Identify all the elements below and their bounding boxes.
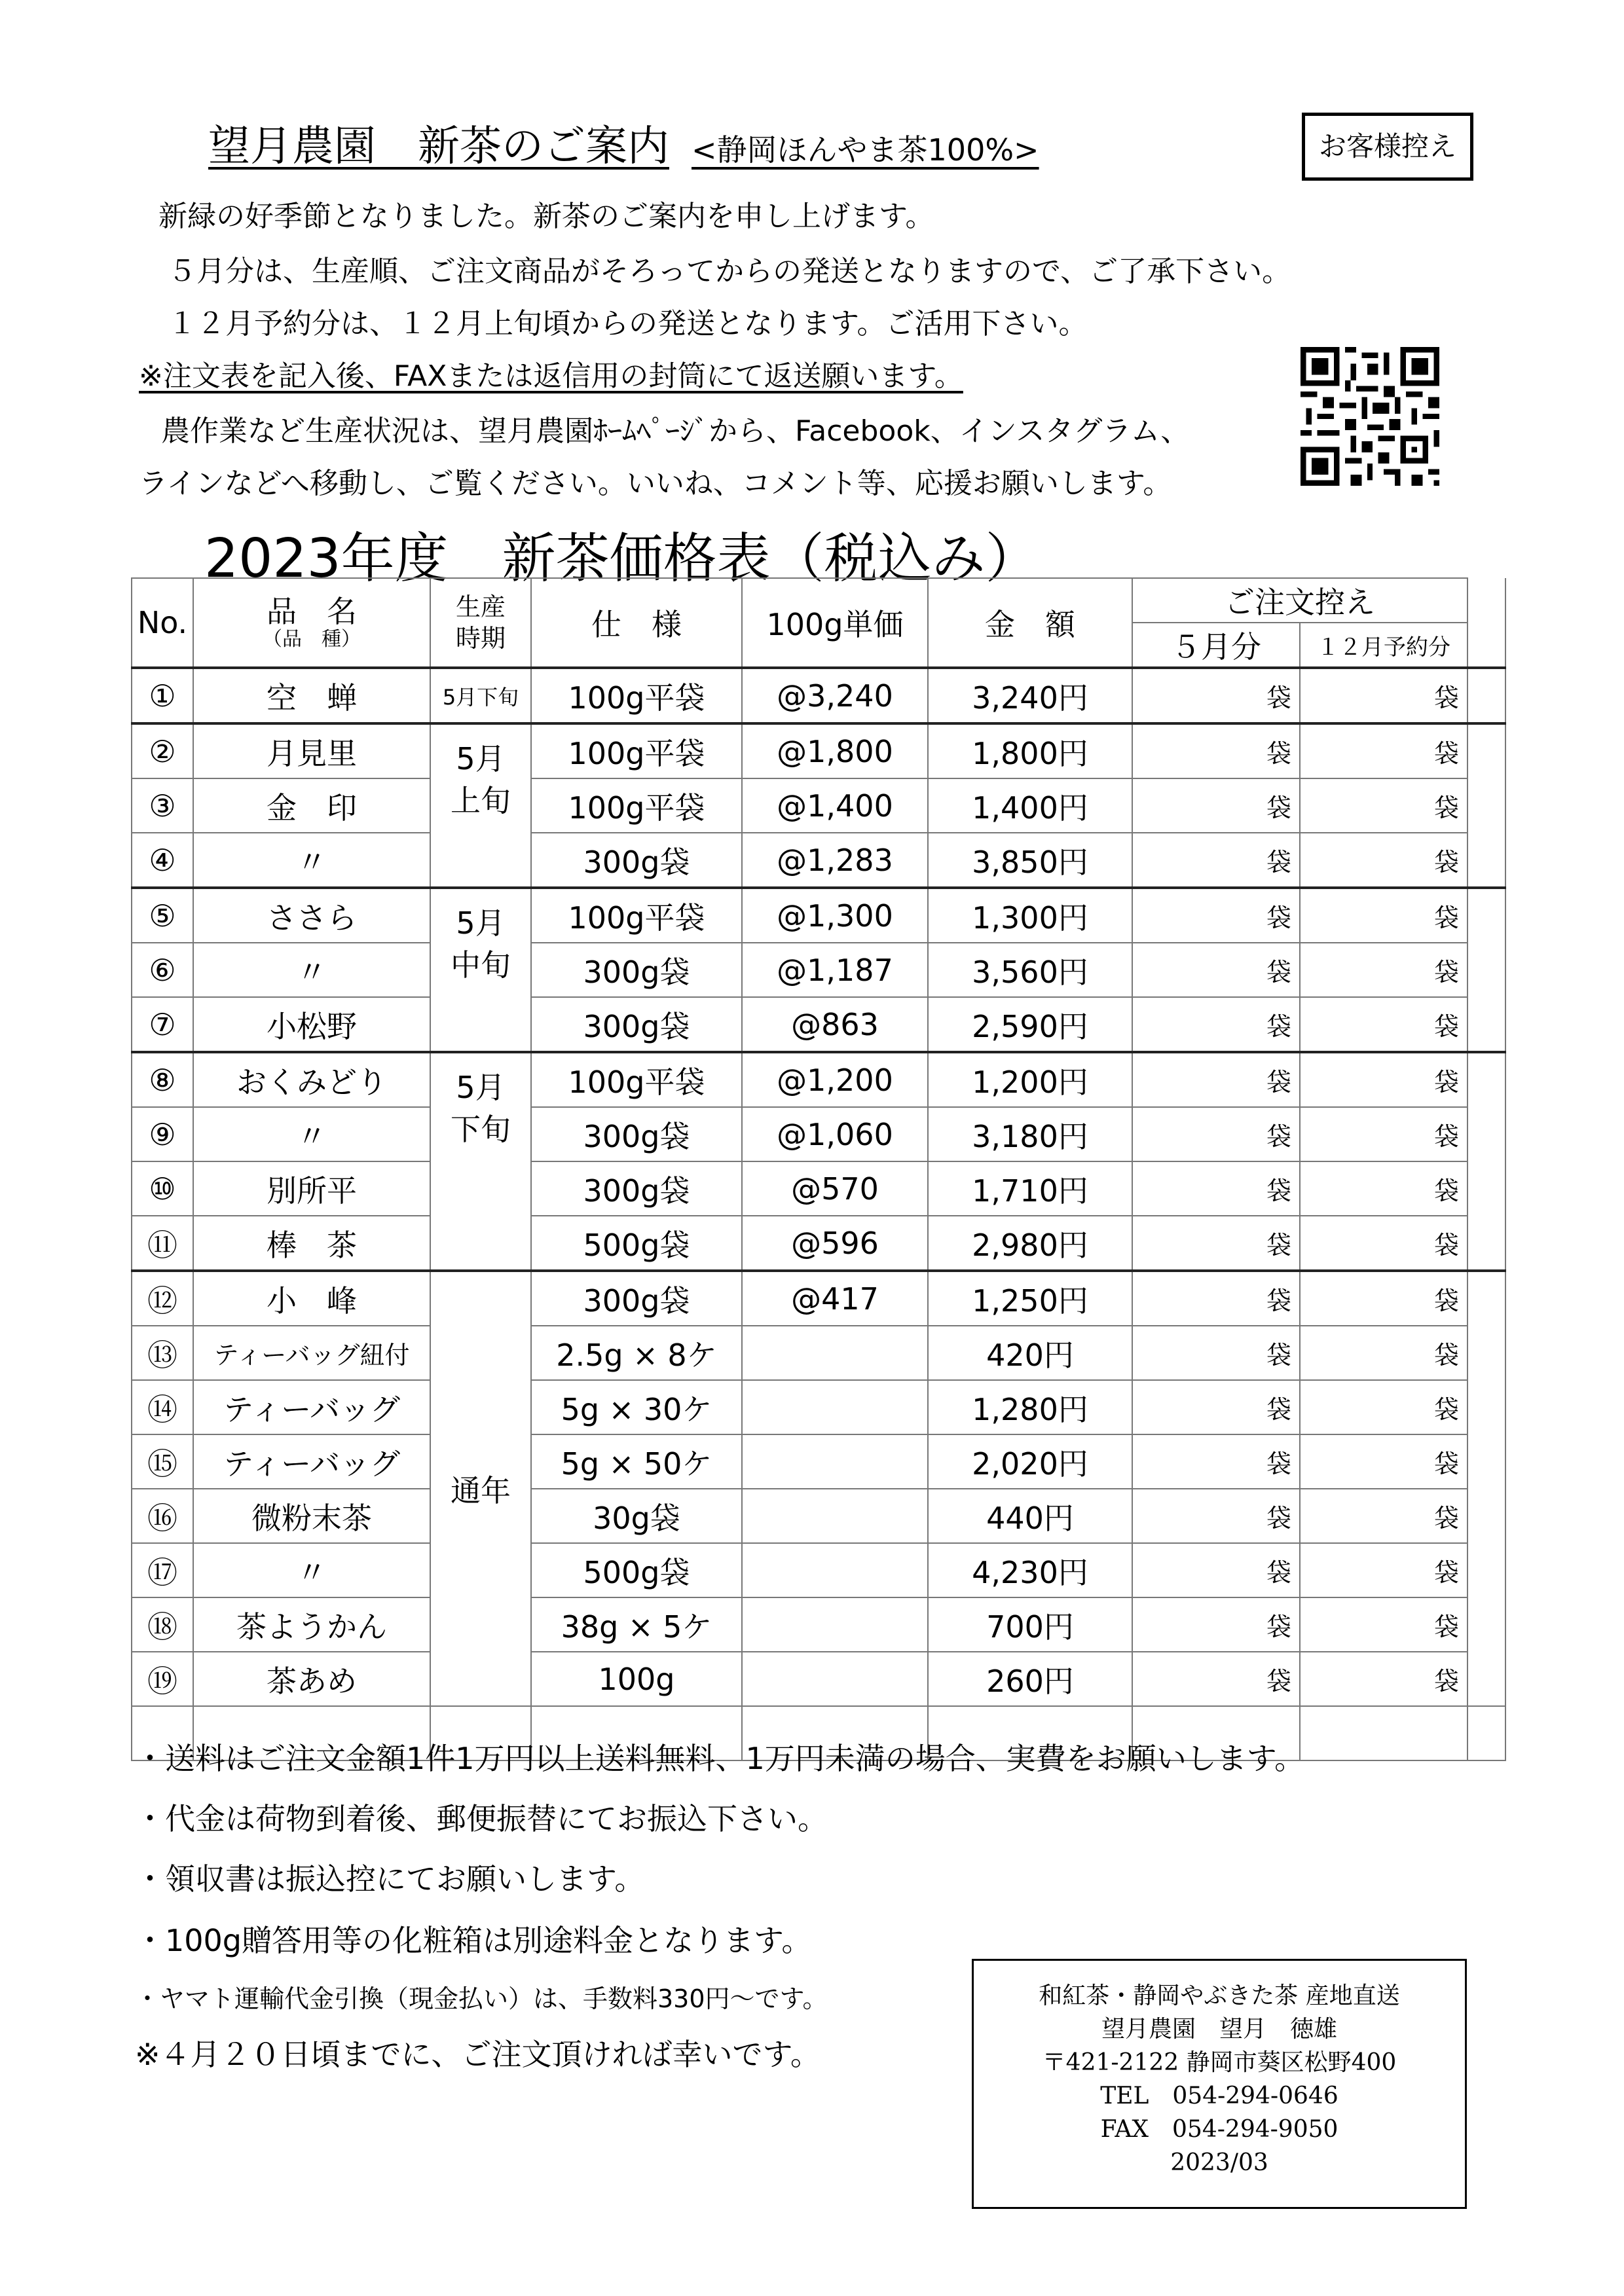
price-table-heading: 2023年度 新茶価格表（税込み） <box>204 528 1039 590</box>
row-amount: 2,590円 <box>928 997 1132 1052</box>
december-bag-input[interactable]: 袋 <box>1300 1052 1467 1107</box>
row-amount: 1,710円 <box>928 1161 1132 1216</box>
table-row <box>132 833 1505 888</box>
row-no: ⑭ <box>132 1380 193 1434</box>
row-amount: 2,020円 <box>928 1434 1132 1489</box>
row-spacer <box>1467 943 1505 997</box>
row-amount: 700円 <box>928 1597 1132 1652</box>
row-spec: 5g × 50ケ <box>531 1434 742 1489</box>
may-bag-input[interactable]: 袋 <box>1132 1107 1300 1161</box>
note-gift-box: ・100g贈答用等の化粧箱は別途料金となります。 <box>135 1923 812 1958</box>
december-bag-input[interactable]: 袋 <box>1300 1543 1467 1597</box>
row-no: ⑧ <box>132 1052 193 1107</box>
may-bag-input[interactable]: 袋 <box>1132 943 1300 997</box>
row-amount: 1,400円 <box>928 778 1132 833</box>
row-no: ③ <box>132 778 193 833</box>
col-header-spec: 仕 様 <box>531 578 742 668</box>
row-spec: 300g袋 <box>531 1161 742 1216</box>
table-row <box>132 1652 1505 1706</box>
row-name: ティーバッグ紐付 <box>193 1326 430 1380</box>
row-no: ⑫ <box>132 1271 193 1326</box>
row-spacer <box>1467 1107 1505 1161</box>
row-name: 微粉末茶 <box>193 1489 430 1543</box>
title-subtitle: <静岡ほんやま茶100%> <box>692 132 1039 168</box>
row-spec: 2.5g × 8ケ <box>531 1326 742 1380</box>
row-unit-price <box>742 1543 928 1597</box>
row-amount: 440円 <box>928 1489 1132 1543</box>
row-spacer <box>1467 888 1505 943</box>
empty-cell[interactable] <box>1467 1706 1505 1760</box>
row-unit-price: @417 <box>742 1271 928 1326</box>
table-row <box>132 778 1505 833</box>
row-no: ④ <box>132 833 193 888</box>
row-unit-price: @596 <box>742 1216 928 1271</box>
row-spec: 100g平袋 <box>531 1052 742 1107</box>
row-name: ティーバッグ <box>193 1380 430 1434</box>
table-header-row <box>132 578 1505 623</box>
december-bag-input[interactable]: 袋 <box>1300 1380 1467 1434</box>
row-no: ⑨ <box>132 1107 193 1161</box>
row-spec: 100g平袋 <box>531 723 742 778</box>
row-spec: 300g袋 <box>531 1107 742 1161</box>
row-spec: 100g <box>531 1652 742 1706</box>
contact-tel: TEL 054-294-0646 <box>1100 2083 1338 2109</box>
row-amount: 2,980円 <box>928 1216 1132 1271</box>
row-no: ⑩ <box>132 1161 193 1216</box>
december-bag-input[interactable]: 袋 <box>1300 1434 1467 1489</box>
row-name: ティーバッグ <box>193 1434 430 1489</box>
return-notice: ※注文表を記入後、FAXまたは返信用の封筒にて返送願います。 <box>139 359 963 393</box>
row-spec: 300g袋 <box>531 1271 742 1326</box>
row-name: 茶ようかん <box>193 1597 430 1652</box>
may-bag-input[interactable]: 袋 <box>1132 833 1300 888</box>
may-bag-input[interactable]: 袋 <box>1132 1380 1300 1434</box>
may-bag-input[interactable]: 袋 <box>1132 668 1300 723</box>
table-row <box>132 1489 1505 1543</box>
row-spec: 100g平袋 <box>531 668 742 723</box>
note-shipping: ・送料はご注文金額1件1万円以上送料無料、1万円未満の場合、実費をお願いします。 <box>135 1741 1305 1776</box>
may-bag-input[interactable]: 袋 <box>1132 1052 1300 1107</box>
row-amount: 420円 <box>928 1326 1132 1380</box>
row-unit-price <box>742 1489 928 1543</box>
row-no: ⑮ <box>132 1434 193 1489</box>
row-unit-price: @1,400 <box>742 778 928 833</box>
row-name: 空 蝉 <box>193 668 430 723</box>
row-unit-price <box>742 1380 928 1434</box>
col-header-period <box>430 578 531 668</box>
row-spec: 100g平袋 <box>531 888 742 943</box>
row-no: ⑰ <box>132 1543 193 1597</box>
december-bag-input[interactable]: 袋 <box>1300 778 1467 833</box>
table-row <box>132 1271 1505 1326</box>
table-row <box>132 1107 1505 1161</box>
table-row <box>132 1326 1505 1380</box>
col-header-period-b: 時期 <box>455 624 506 653</box>
copy-label: お客様控え <box>1302 113 1473 181</box>
qr-code-icon[interactable] <box>1301 347 1439 486</box>
row-unit-price: @1,060 <box>742 1107 928 1161</box>
col-header-name <box>193 578 430 668</box>
row-amount: 1,200円 <box>928 1052 1132 1107</box>
row-amount: 260円 <box>928 1652 1132 1706</box>
row-spacer <box>1467 778 1505 833</box>
intro-line-1: 新緑の好季節となりました。新茶のご案内を申し上げます。 <box>158 200 934 233</box>
table-row <box>132 1597 1505 1652</box>
december-bag-input[interactable]: 袋 <box>1300 1107 1467 1161</box>
may-bag-input[interactable]: 袋 <box>1132 778 1300 833</box>
may-bag-input[interactable]: 袋 <box>1132 888 1300 943</box>
note-receipt: ・領収書は振込控にてお願いします。 <box>135 1861 645 1897</box>
contact-date: 2023/03 <box>1170 2149 1268 2176</box>
contact-name: 望月農園 望月 徳雄 <box>1101 2016 1337 2043</box>
table-row <box>132 997 1505 1052</box>
table-row <box>132 1543 1505 1597</box>
row-spec: 300g袋 <box>531 833 742 888</box>
col-header-period-a: 生産 <box>455 592 506 621</box>
row-spec: 38g × 5ケ <box>531 1597 742 1652</box>
may-bag-input[interactable]: 袋 <box>1132 1543 1300 1597</box>
row-no: ⑤ <box>132 888 193 943</box>
row-spacer <box>1467 997 1505 1052</box>
page-title <box>208 113 1039 173</box>
december-bag-input[interactable]: 袋 <box>1300 1271 1467 1326</box>
december-bag-input[interactable]: 袋 <box>1300 1489 1467 1543</box>
row-period-group: 通年 <box>430 1271 531 1706</box>
row-no: ② <box>132 723 193 778</box>
december-bag-input[interactable]: 袋 <box>1300 1326 1467 1380</box>
row-unit-price: @1,283 <box>742 833 928 888</box>
table-row <box>132 668 1505 723</box>
row-spacer <box>1467 1271 1505 1326</box>
row-no: ⑥ <box>132 943 193 997</box>
note-deadline: ※４月２０日頃までに、ご注文頂ければ幸いです。 <box>135 2037 821 2072</box>
row-name: 〃 <box>193 833 430 888</box>
table-row <box>132 943 1505 997</box>
may-bag-input[interactable]: 袋 <box>1132 1326 1300 1380</box>
empty-cell[interactable] <box>1300 1706 1467 1760</box>
may-bag-input[interactable]: 袋 <box>1132 723 1300 778</box>
row-no: ⑲ <box>132 1652 193 1706</box>
row-spacer <box>1467 1216 1505 1271</box>
table-row <box>132 1161 1505 1216</box>
price-table <box>131 577 1506 1761</box>
row-spacer <box>1467 1489 1505 1543</box>
row-spec: 30g袋 <box>531 1489 742 1543</box>
row-amount: 3,180円 <box>928 1107 1132 1161</box>
row-period-group: 5月 中旬 <box>430 888 531 1052</box>
december-bag-input[interactable]: 袋 <box>1300 943 1467 997</box>
col-header-amount: 金 額 <box>928 578 1132 668</box>
row-spacer <box>1467 1543 1505 1597</box>
may-bag-input[interactable]: 袋 <box>1132 997 1300 1052</box>
row-unit-price: @863 <box>742 997 928 1052</box>
row-amount: 1,800円 <box>928 723 1132 778</box>
note-payment: ・代金は荷物到着後、郵便振替にてお振込下さい。 <box>135 1801 828 1836</box>
row-no: ⑪ <box>132 1216 193 1271</box>
row-amount: 3,240円 <box>928 668 1132 723</box>
intro-line-5: ラインなどへ移動し、ご覧ください。いいね、コメント等、応援お願いします。 <box>139 467 1172 500</box>
table-row <box>132 723 1505 778</box>
december-bag-input[interactable]: 袋 <box>1300 723 1467 778</box>
december-bag-input[interactable]: 袋 <box>1300 1216 1467 1271</box>
may-bag-input[interactable]: 袋 <box>1132 1434 1300 1489</box>
row-amount: 3,560円 <box>928 943 1132 997</box>
row-spacer <box>1467 1161 1505 1216</box>
row-name: ささら <box>193 888 430 943</box>
row-name: 〃 <box>193 1107 430 1161</box>
note-cod: ・ヤマト運輸代金引換（現金払い）は、手数料330円～です。 <box>135 1984 828 2013</box>
col-header-order: ご注文控え <box>1132 578 1467 623</box>
row-name: おくみどり <box>193 1052 430 1107</box>
row-spacer <box>1467 668 1505 723</box>
row-amount: 4,230円 <box>928 1543 1132 1597</box>
row-name: 〃 <box>193 1543 430 1597</box>
row-amount: 3,850円 <box>928 833 1132 888</box>
row-spacer <box>1467 1652 1505 1706</box>
table-row <box>132 1216 1505 1271</box>
col-header-name-label: 品 名 <box>267 594 357 629</box>
contact-address: 〒421-2122 静岡市葵区松野400 <box>1042 2049 1397 2076</box>
december-bag-input[interactable]: 袋 <box>1300 833 1467 888</box>
row-no: ① <box>132 668 193 723</box>
row-spec: 500g袋 <box>531 1216 742 1271</box>
row-name: 別所平 <box>193 1161 430 1216</box>
december-bag-input[interactable]: 袋 <box>1300 1597 1467 1652</box>
row-period: 5月下旬 <box>430 668 531 723</box>
row-unit-price: @3,240 <box>742 668 928 723</box>
row-amount: 1,250円 <box>928 1271 1132 1326</box>
row-spacer <box>1467 723 1505 778</box>
row-spacer <box>1467 1380 1505 1434</box>
may-bag-input[interactable]: 袋 <box>1132 1489 1300 1543</box>
row-spec: 5g × 30ケ <box>531 1380 742 1434</box>
may-bag-input[interactable]: 袋 <box>1132 1652 1300 1706</box>
row-spec: 300g袋 <box>531 997 742 1052</box>
row-unit-price: @570 <box>742 1161 928 1216</box>
header-spacer <box>1467 578 1505 668</box>
title-text: 望月農園 新茶のご案内 <box>208 122 669 171</box>
december-bag-input[interactable]: 袋 <box>1300 888 1467 943</box>
row-name: 小 峰 <box>193 1271 430 1326</box>
table-row <box>132 1052 1505 1107</box>
row-spec: 500g袋 <box>531 1543 742 1597</box>
contact-tagline: 和紅茶・静岡やぶきた茶 産地直送 <box>1039 1982 1400 2009</box>
row-name: 小松野 <box>193 997 430 1052</box>
row-unit-price <box>742 1652 928 1706</box>
may-bag-input[interactable]: 袋 <box>1132 1161 1300 1216</box>
row-amount: 1,280円 <box>928 1380 1132 1434</box>
row-no: ⑬ <box>132 1326 193 1380</box>
table-row <box>132 1380 1505 1434</box>
row-spacer <box>1467 1326 1505 1380</box>
col-header-no: No. <box>132 578 193 668</box>
row-name: 〃 <box>193 943 430 997</box>
december-bag-input[interactable]: 袋 <box>1300 1652 1467 1706</box>
row-spec: 100g平袋 <box>531 778 742 833</box>
contact-box <box>972 1959 1467 2209</box>
may-bag-input[interactable]: 袋 <box>1132 1216 1300 1271</box>
intro-line-3: １２月予約分は、１２月上旬頃からの発送となります。ご活用下さい。 <box>168 307 1088 340</box>
row-unit-price: @1,200 <box>742 1052 928 1107</box>
row-spacer <box>1467 1052 1505 1107</box>
row-unit-price: @1,187 <box>742 943 928 997</box>
row-unit-price: @1,800 <box>742 723 928 778</box>
december-bag-input[interactable]: 袋 <box>1300 997 1467 1052</box>
row-name: 金 印 <box>193 778 430 833</box>
row-spec: 300g袋 <box>531 943 742 997</box>
row-spacer <box>1467 1597 1505 1652</box>
row-unit-price <box>742 1434 928 1489</box>
row-period-group: 5月 上旬 <box>430 723 531 888</box>
december-bag-input[interactable]: 袋 <box>1300 668 1467 723</box>
col-header-unit-price: 100g単価 <box>742 578 928 668</box>
row-name: 棒 茶 <box>193 1216 430 1271</box>
row-name: 月見里 <box>193 723 430 778</box>
row-no: ⑦ <box>132 997 193 1052</box>
col-header-may: ５月分 <box>1132 623 1300 668</box>
row-spacer <box>1467 1434 1505 1489</box>
table-row <box>132 888 1505 943</box>
row-period-group: 5月 下旬 <box>430 1052 531 1271</box>
row-no: ⑯ <box>132 1489 193 1543</box>
row-spacer <box>1467 833 1505 888</box>
table-row <box>132 1434 1505 1489</box>
intro-line-4: 農作業など生産状況は、望月農園ﾎｰﾑﾍﾟｰｼﾞから、Facebook、インスタグラム、 <box>161 414 1190 448</box>
may-bag-input[interactable]: 袋 <box>1132 1597 1300 1652</box>
contact-fax: FAX 054-294-9050 <box>1100 2116 1338 2143</box>
row-amount: 1,300円 <box>928 888 1132 943</box>
col-header-variety-label: （品 種） <box>263 628 361 651</box>
december-bag-input[interactable]: 袋 <box>1300 1161 1467 1216</box>
may-bag-input[interactable]: 袋 <box>1132 1271 1300 1326</box>
row-unit-price <box>742 1597 928 1652</box>
col-header-december: １２月予約分 <box>1300 623 1467 668</box>
intro-line-2: ５月分は、生産順、ご注文商品がそろってからの発送となりますので、ご了承下さい。 <box>168 255 1291 288</box>
row-unit-price <box>742 1326 928 1380</box>
row-name: 茶あめ <box>193 1652 430 1706</box>
row-unit-price: @1,300 <box>742 888 928 943</box>
row-no: ⑱ <box>132 1597 193 1652</box>
